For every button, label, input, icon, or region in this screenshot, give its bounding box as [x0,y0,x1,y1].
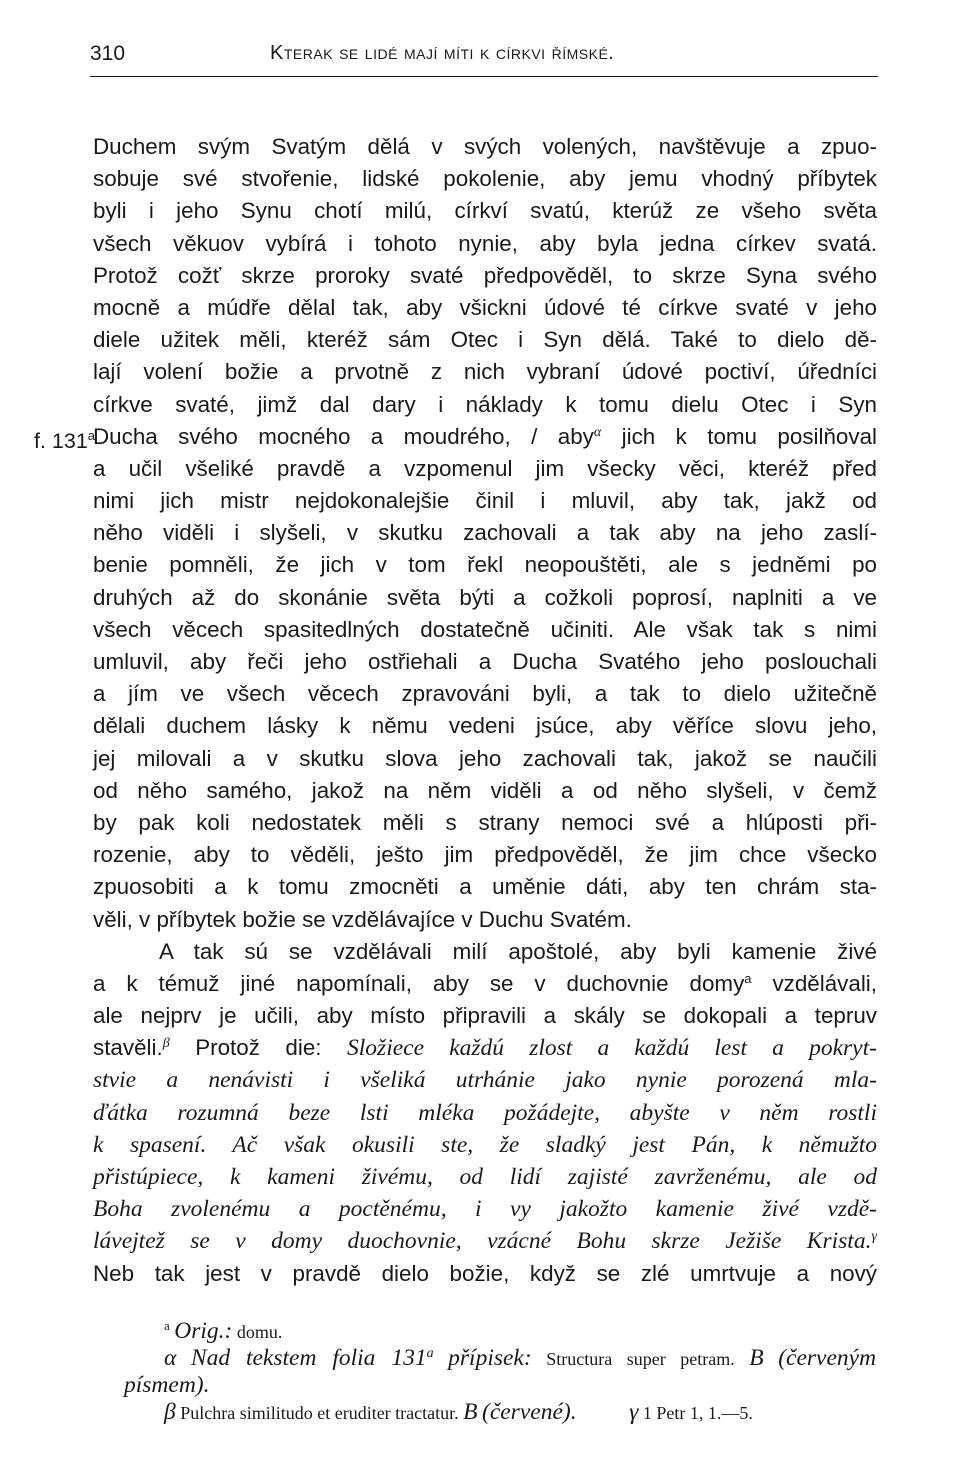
text-line: benie pomněli, že jich v tom řekl neopouštěti, ale s jedněmi po [93,552,877,578]
text-line: sobuje své stvořenie, lidské pokolenie, aby jemu vhodný příbytek [93,166,877,192]
footnote-italic: Orig.: [174,1318,233,1344]
footnote-note: (červeným [778,1345,877,1371]
text-line [93,421,877,453]
running-header [90,42,878,72]
text-line: byli i jeho Synu chotí milú, církví svatú, kterúž ze všeho světa [93,198,877,224]
running-title: Kterak se lidé mají míti k církvi římské. [270,42,615,64]
text-line: církve svaté, jimž dal dary i náklady k tomu dielu Otec i Syn [93,391,877,417]
footnote-alpha [164,1345,876,1372]
text-line: od něho samého, jakož na něm viděli a od něho slyšeli, v čemž [93,777,877,803]
footnote-siglum: B [463,1399,478,1425]
footnote-label: β [164,1399,176,1425]
text-line [93,1032,877,1064]
text-line: lají volení božie a prvotně z nich vybraní údové poctiví, úředníci [93,359,877,385]
text-line: A tak sú se vzdělávali milí apoštolé, aby byli kamenie živé [159,938,877,964]
text-line [93,968,877,1000]
text-line-italic: přistúpiece, k kameni živému, od lidí zajisté zavrženému, ale od [93,1164,877,1190]
text-line: něho viděli i slyšeli, v skutku zachovali a tak aby na jeho zaslí- [93,520,877,546]
text-segment: a k témuž jiné napomínali, aby se v duchovnie domy [93,970,745,996]
text-line: by pak koli nedostatek měli s strany nemoci své a hlúposti při- [93,809,877,835]
text-line: Protož cožť skrze proroky svaté předpověděl, to skrze Syna svého [93,262,877,288]
folio-side: a [87,428,96,443]
text-line: ale nejprv je učili, aby místo připravili a skály se dokopali a tepruv [93,1003,877,1029]
text-line: a jím ve všech věcech zpravováni byli, a tak to dielo užitečně [93,681,877,707]
text-line: diele užitek měli, kteréž sám Otec i Syn dělá. Také to dielo dě- [93,327,877,353]
footnote-alpha-continuation: písmem). [124,1372,210,1398]
page-number: 310 [90,42,126,65]
text-line: Duchem svým Svatým dělá v svých volených, navštěvuje a zpuo- [93,134,877,159]
text-segment: stavěli. [93,1035,163,1061]
footnote-italic: Nad tekstem folia 131 [190,1345,427,1371]
text-segment: lávejtež se v domy duochovnie, vzácné Bohu skrze Ježiše Krista. [93,1228,872,1255]
footnote-a [164,1318,876,1345]
text-line-italic: stvie a nenávisti i všeliká utrhánie jako nynie porozená mla- [93,1067,877,1094]
text-line: druhých až do skonánie světa býti a cožkoli poprosí, naplniti a ve [93,584,877,610]
footnote-text: Pulchra similitudo et eruditer tractatur. [180,1403,459,1423]
footnote-text: Structura super petram. [546,1349,735,1369]
text-line: rozenie, aby to věděli, ješto jim předpověděl, že jim chce všecko [93,842,877,868]
footnote-italic: přípisek: [448,1345,532,1371]
text-line-italic [93,1225,877,1257]
footnote-label: α [164,1345,177,1371]
footnote-mark-beta: β [162,1036,170,1052]
footnote-reference: 1 Petr 1, 1.—5. [642,1403,753,1423]
header-rule [90,76,878,77]
folio-margin-note [34,425,95,457]
footnote-mark-alpha: α [593,424,602,440]
footnote-mark-a: a [744,970,752,986]
text-segment: vzdělávali, [772,970,877,996]
footnote-text: domu. [236,1322,283,1342]
text-line: všech věcech spasitedlných dostatečně učiniti. Ale však tak s nimi [93,616,877,642]
text-line-italic: Boha zvolenému a poctěnému, i vy jakožto kamenie živé vzdě- [93,1196,877,1223]
text-line: Neb tak jest v pravdě dielo božie, když se zlé umrtvuje a nový [93,1260,877,1286]
text-line: a učil všeliké pravdě a vzpomenul jim všecky věci, kteréž před [93,455,877,481]
footnote-label: a [164,1318,170,1333]
footnotes [124,1318,877,1426]
footnote-mark-gamma: γ [871,1229,877,1245]
text-line: umluvil, aby řeči jeho ostřiehali a Ducha Svatého jeho poslouchali [93,649,877,674]
footnote-sup: a [426,1346,434,1361]
text-segment: jich k tomu posilňoval [621,423,877,449]
text-line-italic: k spasení. Ač však okusili ste, že sladký jest Pán, k němužto [93,1131,877,1158]
text-line: všech věkuov vybírá i tohoto nynie, aby byla jedna církev svatá. [93,230,877,256]
footnote-note: (červené). [482,1399,577,1425]
text-line: zpuosobiti a k tomu zmocněti a uměnie dáti, aby ten chrám sta- [93,874,877,900]
text-line: věli, v příbytek božie se vzdělávajíce v Duchu Svatém. [93,906,632,932]
text-line: mocně a múdře dělal tak, aby všickni údové té církve svaté v jeho [93,294,877,320]
footnote-label: γ [629,1399,639,1425]
footnote-siglum: B [749,1345,764,1371]
quotation-italic: Složiece každú zlost a každú lest a pokryt- [347,1035,877,1062]
text-segment: Ducha svého mocného a moudrého, / aby [93,423,594,449]
folio-number: f. 131 [34,429,88,453]
text-line-italic: ďátka rozumná beze lsti mléka požádejte, abyšte v něm rostli [93,1099,877,1126]
text-line: dělali duchem lásky k němu vedeni jsúce, aby věříce slovu jeho, [93,713,877,739]
text-line: jej milovali a v skutku slova jeho zachovali tak, jakož se naučili [93,745,877,771]
text-segment: Protož die: [195,1035,322,1061]
main-text [93,131,877,1290]
text-line: nimi jich mistr nejdokonalejšie činil i mluvil, aby tak, jakž od [93,488,877,514]
footnote-beta-gamma [164,1399,876,1426]
